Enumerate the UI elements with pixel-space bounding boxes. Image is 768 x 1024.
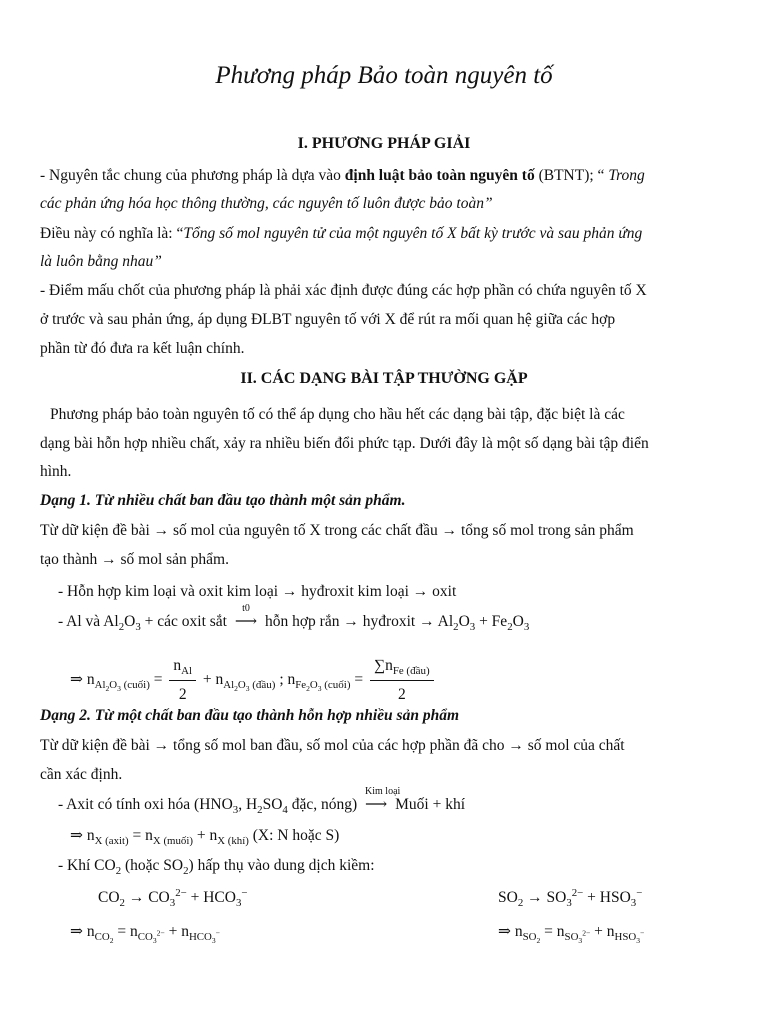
paragraph-line: các phản ứng hóa học thông thường, các nguyên tố luôn được bảo toàn”	[40, 195, 493, 212]
fraction: $\frac{\sum n_{Fe (đầu)}}{2}$	[370, 652, 434, 709]
section-heading-1: I. PHƯƠNG PHÁP GIẢI	[297, 135, 471, 152]
paragraph-line: - Nguyên tắc chung của phương pháp là dựa vào định luật bảo toàn nguyên tố (BTNT); “ Trong	[40, 167, 645, 184]
paragraph-line: - Điểm mấu chốt của phương pháp là phải xác định được đúng các hợp phần có chứa nguyên tố X	[40, 282, 647, 299]
paragraph-line: Từ dữ kiện đề bài → tổng số mol ban đầu, số mol của các hợp phần đã cho → số mol của chất	[40, 737, 625, 754]
paragraph-line: dạng bài hỗn hợp nhiều chất, xảy ra nhiều biến đổi phức tạp. Dưới đây là một số dạng bài tập điển	[40, 435, 649, 452]
bullet-line: - Khí $CO_2$ (hoặc $SO_2$) hấp thụ vào dung dịch kiềm:	[58, 857, 375, 878]
paragraph-line: Từ dữ kiện đề bài → số mol của nguyên tố X trong các chất đầu → tổng số mol trong sản phẩm	[40, 522, 634, 539]
paragraph-line: hình.	[40, 463, 72, 480]
reaction-line: - Axit có tính oxi hóa ($HNO_3$, $H_2SO_4$ đặc, nóng) Kim loại ⟶ Muối + khí	[58, 786, 466, 817]
metal-arrow: Kim loại ⟶	[365, 786, 401, 813]
paragraph-line: Phương pháp bảo toàn nguyên tố có thể áp dụng cho hầu hết các dạng bài tập, đặc biệt là các	[50, 406, 625, 423]
formula-co2: ⇒ $n_{CO_2} = n_{CO_3^{2-}} + n_{HCO_3^-}$	[70, 923, 220, 946]
equation-co2: $CO_2 \to CO_3^{2-} + HCO_3^-$	[98, 886, 248, 910]
paragraph-line: cần xác định.	[40, 766, 123, 783]
equation-so2: $SO_2 \to SO_3^{2-} + HSO_3^-$	[498, 886, 643, 910]
paragraph-line: Điều này có nghĩa là: “Tổng số mol nguyên tử của một nguyên tố X bất kỳ trước và sau phản ứng	[40, 225, 643, 242]
dang-2-heading: Dạng 2. Từ một chất ban đầu tạo thành hỗn hợp nhiều sản phẩm	[40, 707, 460, 724]
reaction-line: - Al và $Al_2O_3$ + các oxit sắt t0 ⟶ hỗn hợp rắn → hyđroxit → $Al_2O_3 + Fe_2O_3$	[58, 603, 530, 634]
page-title: Phương pháp Bảo toàn nguyên tố	[215, 62, 553, 89]
section-heading-2: II. CÁC DẠNG BÀI TẬP THƯỜNG GẶP	[240, 370, 528, 387]
formula-line-2: ⇒ $n_{X (axit)} = n_{X (muối)} + n_{X (khí)}$ (X: N hoặc S)	[70, 827, 340, 848]
fraction: $\frac{n_{Al}}{2}$	[169, 652, 196, 709]
bullet-line: - Hỗn hợp kim loại và oxit kim loại → hyđroxit kim loại → oxit	[58, 583, 457, 600]
paragraph-line: phần từ đó đưa ra kết luận chính.	[40, 340, 245, 357]
paragraph-line: ở trước và sau phản ứng, áp dụng ĐLBT nguyên tố với X để rút ra mối quan hệ giữa các hợp	[40, 311, 616, 328]
formula-so2: ⇒ $n_{SO_2} = n_{SO_3^{2-}} + n_{HSO_3^-}$	[498, 923, 645, 946]
heated-arrow: t0 ⟶	[234, 603, 258, 630]
paragraph-line: tạo thành → số mol sản phẩm.	[40, 551, 229, 568]
paragraph-line: là luôn bằng nhau”	[40, 253, 162, 270]
formula-line-1: ⇒ $n_{Al_2O_3 (cuối)}$ = $\frac{n_{Al}}{2}$ + $n_{Al_2O_3 (đầu)}$ ; $n_{Fe_2O_3 (cuối)}$ = $\frac{\sum n_{Fe (đầu)}}{2}$	[70, 652, 437, 709]
dang-1-heading: Dạng 1. Từ nhiều chất ban đầu tạo thành một sản phẩm.	[40, 492, 406, 509]
